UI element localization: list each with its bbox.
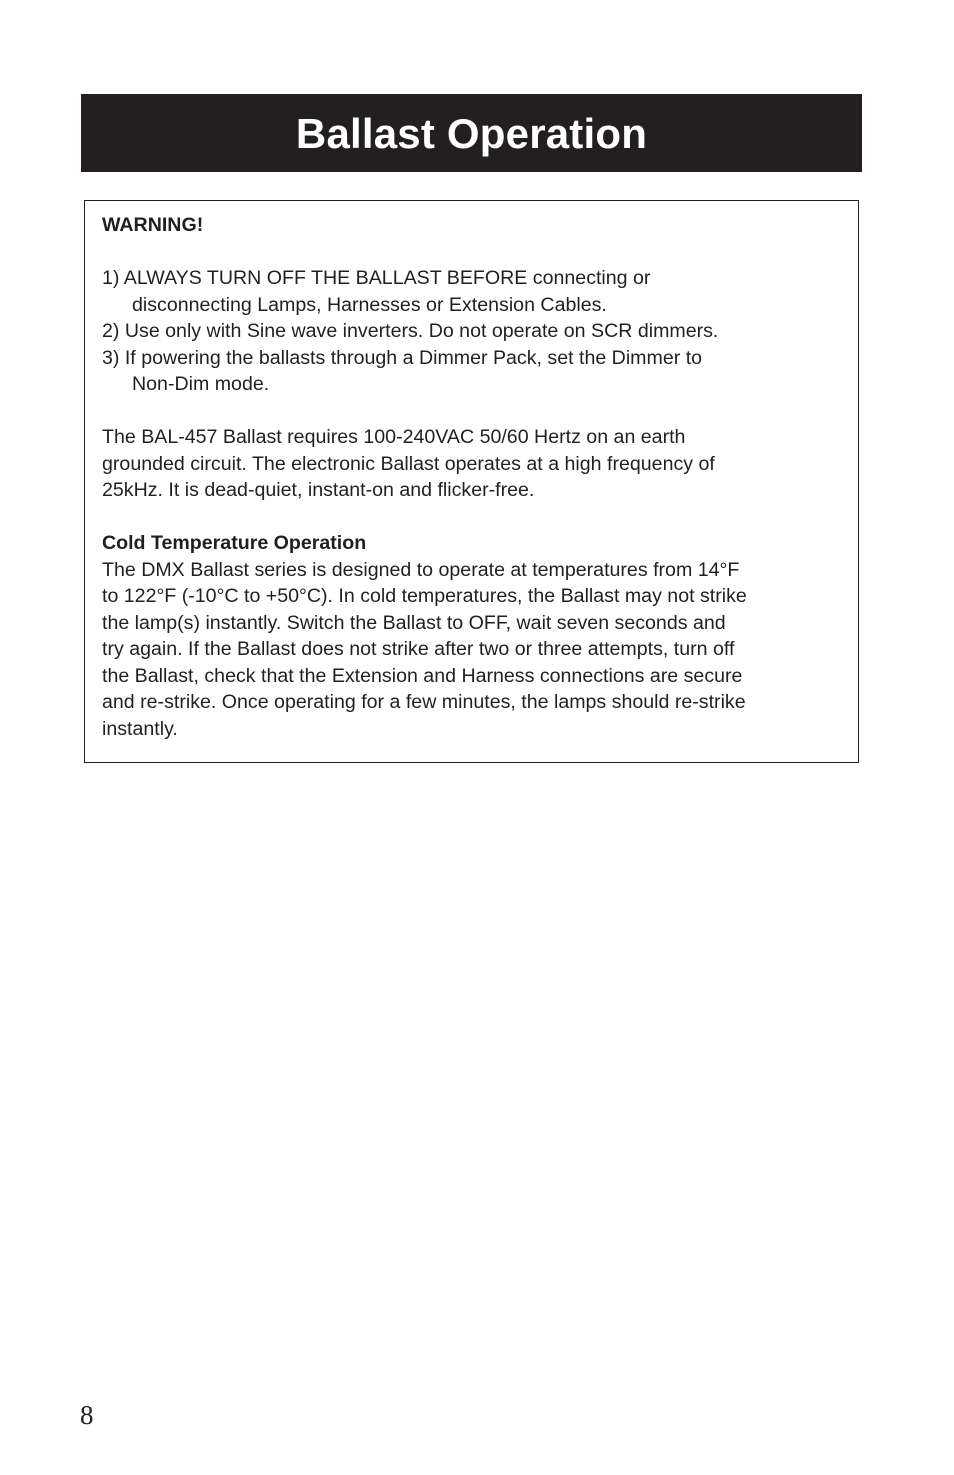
warning-heading: WARNING! bbox=[102, 214, 204, 236]
page-number: 8 bbox=[80, 1400, 94, 1430]
warning-item-3-line-2: Non-Dim mode. bbox=[132, 373, 270, 395]
warning-item-3-line-1: 3) If powering the ballasts through a Dimmer Pack, set the Dimmer to bbox=[102, 347, 703, 369]
cold-temperature-line-6: and re-strike. Once operating for a few minutes, the lamps should re-strike bbox=[102, 691, 746, 713]
cold-temperature-line-3: the lamp(s) instantly. Switch the Ballast to OFF, wait seven seconds and bbox=[102, 612, 726, 634]
warning-item-2-line-1: 2) Use only with Sine wave inverters. Do not operate on SCR dimmers. bbox=[102, 320, 719, 342]
cold-temperature-line-5: the Ballast, check that the Extension and Harness connections are secure bbox=[102, 665, 743, 687]
cold-temperature-line-4: try again. If the Ballast does not strike after two or three attempts, turn off bbox=[102, 638, 735, 660]
cold-temperature-line-7: instantly. bbox=[102, 718, 178, 740]
requirements-line-2: grounded circuit. The electronic Ballast operates at a high frequency of bbox=[102, 453, 715, 475]
warning-item-1-line-2: disconnecting Lamps, Harnesses or Extension Cables. bbox=[132, 294, 607, 316]
title-banner bbox=[81, 94, 862, 172]
warning-item-1-line-1: 1) ALWAYS TURN OFF THE BALLAST BEFORE connecting or bbox=[102, 267, 651, 289]
cold-temperature-line-1: The DMX Ballast series is designed to operate at temperatures from 14°F bbox=[102, 559, 740, 581]
cold-temperature-line-2: to 122°F (-10°C to +50°C). In cold temperatures, the Ballast may not strike bbox=[102, 585, 747, 607]
requirements-line-1: The BAL-457 Ballast requires 100-240VAC 50/60 Hertz on an earth bbox=[102, 426, 686, 448]
page-title: Ballast Operation bbox=[295, 110, 648, 157]
requirements-line-3: 25kHz. It is dead-quiet, instant-on and flicker-free. bbox=[102, 479, 535, 501]
cold-temperature-heading: Cold Temperature Operation bbox=[102, 532, 367, 554]
